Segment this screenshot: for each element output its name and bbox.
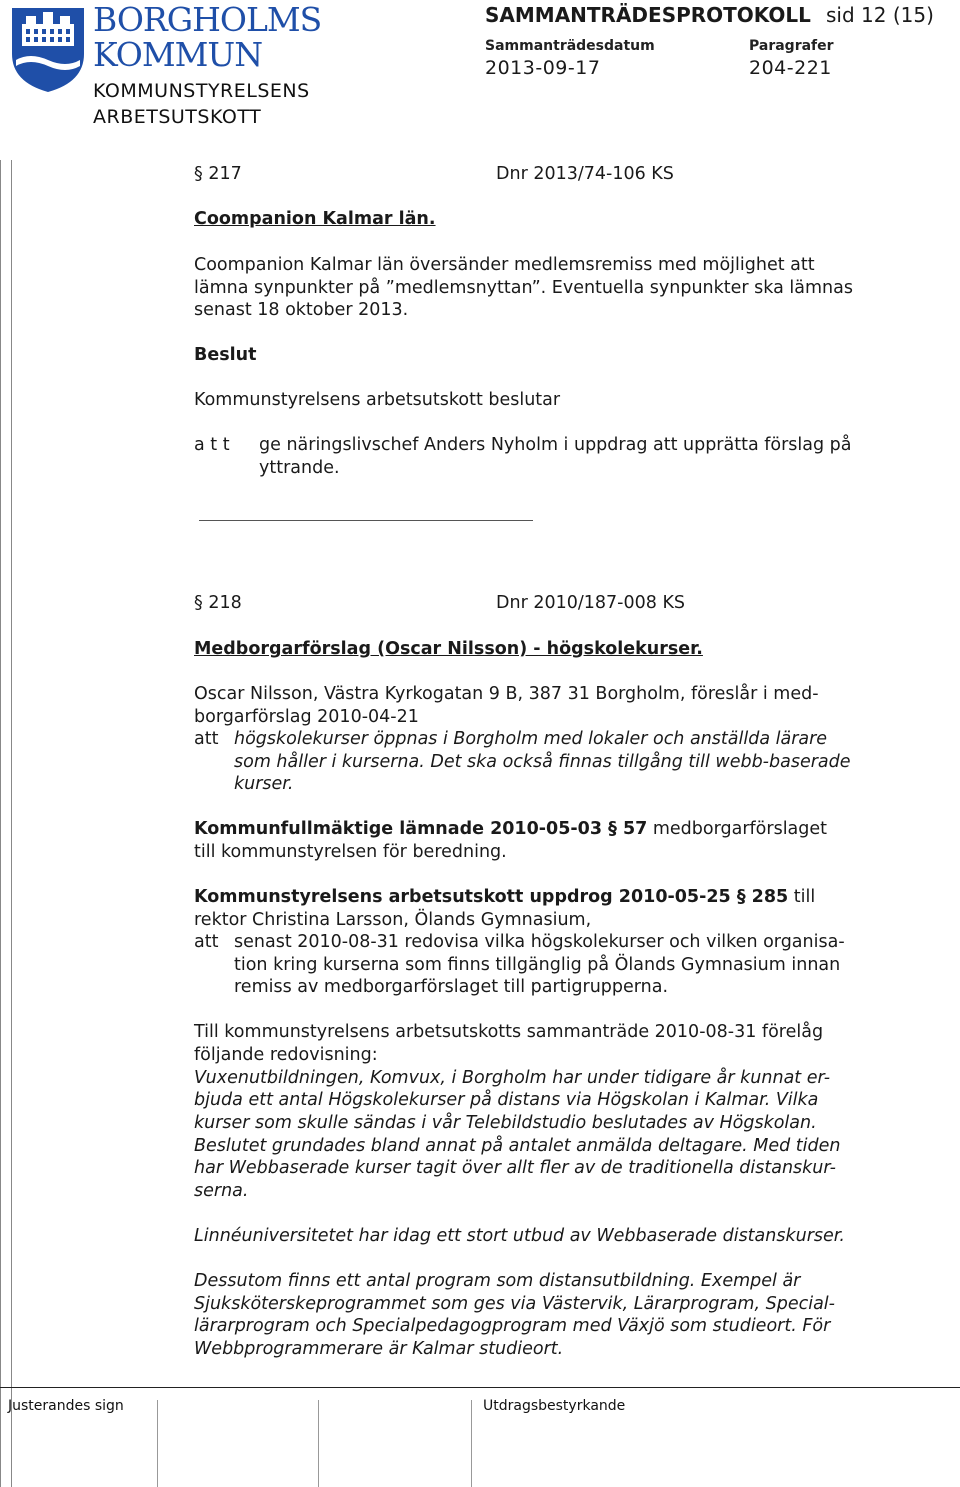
municipality-crest-logo	[8, 2, 88, 94]
p4-italic-line2: bjuda ett antal Högskolekurser på distans via Högskolan i Kalmar. Vilka	[194, 1090, 819, 1110]
footer-sign-box-divider-3	[471, 1400, 472, 1487]
p4-italic-line3: kurser som skulle sändas i vår Telebildstudio beslutades av Högskolan.	[194, 1113, 817, 1133]
p3-bold: Kommunstyrelsens arbetsutskott uppdrog 2010-05-25 § 285	[194, 887, 789, 907]
p3-line2: rektor Christina Larsson, Ölands Gymnasium,	[194, 910, 592, 930]
paragraphs-label: Paragrafer	[749, 38, 834, 54]
meeting-date-label: Sammanträdesdatum	[485, 38, 655, 54]
footer-sign-box-divider-1	[157, 1400, 158, 1487]
p1-att-line3: kurser.	[234, 774, 294, 794]
brand-name-line1: BORGHOLMS	[93, 0, 322, 39]
p4-italic-line5: har Webbaserade kurser tagit över allt fler av de traditionella distanskur-	[194, 1158, 836, 1178]
p2-bold: Kommunfullmäktige lämnade 2010-05-03 § 57	[194, 819, 648, 839]
section-217-att-line2: yttrande.	[259, 458, 340, 478]
section-217-body-line2: lämna synpunkter på ”medlemsnyttan”. Eventuella synpunkter ska lämnas	[194, 278, 853, 298]
p1-att-label: att	[194, 729, 219, 749]
p2-rest: medborgarförslaget	[647, 819, 828, 839]
section-217-decision-intro: Kommunstyrelsens arbetsutskott beslutar	[194, 390, 561, 410]
footer-sign-box-divider-2	[318, 1400, 319, 1487]
p4-line2: följande redovisning:	[194, 1045, 378, 1065]
p1-line2: borgarförslag 2010-04-21	[194, 707, 419, 727]
paragraphs-value: 204-221	[749, 57, 832, 79]
section-217-body-line1: Coompanion Kalmar län översänder medlemsremiss med möjlighet att	[194, 255, 815, 275]
p6-italic-line3: lärarprogram och Specialpedagogprogram med Växjö som studieort. För	[194, 1316, 831, 1336]
section-217-body-line3: senast 18 oktober 2013.	[194, 300, 409, 320]
meeting-date-value: 2013-09-17	[485, 57, 601, 79]
p4-italic-line1: Vuxenutbildningen, Komvux, i Borgholm har under tidigare år kunnat er-	[194, 1068, 831, 1088]
org-name-line2: ARBETSUTSKOTT	[93, 106, 262, 128]
section-217-title: Coompanion Kalmar län.	[194, 209, 436, 229]
section-217-att-label: a t t	[194, 435, 230, 455]
section-217-number: § 217	[194, 164, 242, 184]
p3-att-line3: remiss av medborgarförslaget till partigrupperna.	[234, 977, 669, 997]
footer-excerpt-label: Utdragsbestyrkande	[483, 1398, 626, 1414]
footer-top-rule	[0, 1387, 960, 1388]
p2-line2: till kommunstyrelsen för beredning.	[194, 842, 507, 862]
p3-line1	[194, 886, 815, 909]
org-name-line1: KOMMUNSTYRELSENS	[93, 80, 310, 102]
section-divider	[199, 520, 533, 521]
section-217-decision-heading: Beslut	[194, 345, 257, 365]
p3-att-line2: tion kring kurserna som finns tillgänglig på Ölands Gymnasium innan	[234, 955, 841, 975]
p4-italic-line4: Beslutet grundades bland annat på antalet anmälda deltagare. Med tiden	[194, 1136, 841, 1156]
brand-name-line2: KOMMUN	[93, 35, 263, 74]
p1-line1: Oscar Nilsson, Västra Kyrkogatan 9 B, 387 31 Borgholm, föreslår i med-	[194, 684, 819, 704]
protocol-title: SAMMANTRÄDESPROTOKOLL	[485, 3, 811, 27]
left-margin-line-inner	[11, 160, 12, 1487]
p6-italic-line1: Dessutom finns ett antal program som distansutbildning. Exempel är	[194, 1271, 801, 1291]
p3-att-line1: senast 2010-08-31 redovisa vilka högskolekurser och vilken organisa-	[234, 932, 845, 952]
p2-line1	[194, 818, 827, 841]
p5-italic: Linnéuniversitetet har idag ett stort utbud av Webbaserade distanskurser.	[194, 1226, 845, 1246]
p1-att-line1: högskolekurser öppnas i Borgholm med lokaler och anställda lärare	[234, 729, 828, 749]
p3-att-label: att	[194, 932, 219, 952]
section-218-number: § 218	[194, 593, 242, 613]
p4-italic-line6: serna.	[194, 1181, 249, 1201]
p1-att-line2: som håller i kurserna. Det ska också finnas tillgång till webb-baserade	[234, 752, 851, 772]
section-218-title: Medborgarförslag (Oscar Nilsson) - högskolekurser.	[194, 639, 703, 659]
section-217-att-line1: ge näringslivschef Anders Nyholm i uppdrag att upprätta förslag på	[259, 435, 852, 455]
p3-rest: till	[788, 887, 816, 907]
section-217-dnr: Dnr 2013/74-106 KS	[496, 164, 674, 184]
p6-italic-line2: Sjuksköterskeprogrammet som ges via Västervik, Lärarprogram, Special-	[194, 1294, 835, 1314]
p6-italic-line4: Webbprogrammerare är Kalmar studieort.	[194, 1339, 564, 1359]
left-margin-line	[0, 160, 1, 1487]
page-number: sid 12 (15)	[826, 3, 934, 27]
footer-sign-label: Justerandes sign	[8, 1398, 124, 1414]
p4-line1: Till kommunstyrelsens arbetsutskotts sammanträde 2010-08-31 förelåg	[194, 1022, 824, 1042]
section-218-dnr: Dnr 2010/187-008 KS	[496, 593, 686, 613]
